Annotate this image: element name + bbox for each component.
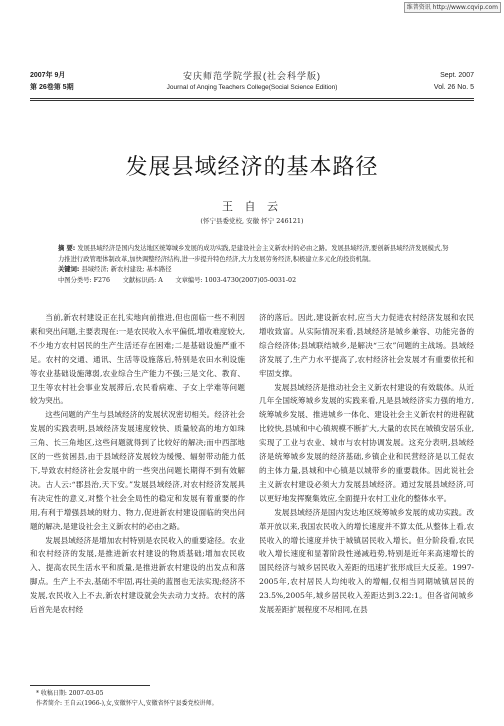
watermark-stamp: 维普资讯 http://www.cqvip.com <box>404 2 501 13</box>
abstract-text: 发展县域经济是国内发达地区统筹城乡发展的成功实践,是建设社会主义新农村的必由之路。发展县域经济,要创新县域经济发展模式,努力推进行政管理体制改革,加快调整经济结构,进一步提升特色经济,大力发展劳务经济,积极建立多元化的投资机制。 <box>58 245 449 263</box>
author-bio: 作者简介: 王自云(1966-),女,安徽怀宁人,安徽省怀宁县委党校讲师。 <box>36 700 218 707</box>
author-affiliation: (怀宁县委党校, 安徽 怀宁 246121) <box>200 217 304 225</box>
keywords-line <box>58 265 452 276</box>
keywords-label: 关键词: <box>58 266 80 273</box>
body-paragraph: 这些问题的产生与县域经济的发展状况密切相关。经济社会发展的实践表明,县域经济发展速度较快、质量较高的地方如珠三角、长三角地区,这些问题就得到了比较好的解决;而中西部地区的一些贫困县,由于县域经济发展较为缓慢、辐射带动能力低下,导致农村经济社会发展中的一些突出问题长期得不到有效解决。古人云:“郡县治,天下安。”发展县域经济,对农村经济发展具有决定性的意义,对整个社会全局性的稳定和发展有着重要的作用,有利于增强县域的财力、物力,促进新农村建设面临的突出问题的解决,是建设社会主义新农村的必由之路。 <box>30 410 245 531</box>
issue-date-en: Sept. 2007 <box>440 72 474 79</box>
header-rule-bottom <box>30 100 474 101</box>
abstract-block <box>58 244 452 286</box>
header-center <box>30 70 474 94</box>
header-right <box>434 70 474 94</box>
body-column-left <box>30 311 245 617</box>
article-title: 发展县域经济的基本路径 <box>125 155 379 180</box>
body-paragraph: 济的落后。因此,建设新农村,应当大力促进农村经济发展和农民增收致富。从实际情况来看,县域经济是城乡兼容、功能完备的综合经济体;县域联结城乡,是解决“三农”问题的主战场。县域经济发展了,生产力水平提高了,农村经济社会发展才有重要依托和牢固支撑。 <box>259 313 474 378</box>
classification-line: 中图分类号: F276 文献标识码: A 文章编号: 1003-4730(2007)05-0031-02 <box>58 276 297 284</box>
body-paragraph: 当前,新农村建设正在扎实地向前推进,但也面临一些不利因素和突出问题,主要表现在:一是农民收入水平偏低,增收难度较大,不少地方农村居民的生产生活还存在困难;二是基础设施严重不足。农村的交通、通讯、生活等设施落后,特别是农田水利设施等农业基础设施薄弱,农业综合生产能力不强;三是文化、教育、卫生等农村社会事业发展滞后,农民看病难、子女上学难等问题较为突出。 <box>30 313 245 406</box>
footnote <box>36 689 218 709</box>
journal-name-en: Journal of Anqing Teachers College(Social Science Edition) <box>166 84 338 91</box>
body-column-right <box>259 311 474 617</box>
abstract-paragraph <box>58 244 452 265</box>
body-paragraph: 发展县域经济是推动社会主义新农村建设的有效载体。从近几年全国统筹城乡发展的实践来看,凡是县域经济实力强的地方,统筹城乡发展、推进城乡一体化、建设社会主义新农村的进程就比较快,县城和中心镇规模不断扩大,大量的农民在城镇安居乐业,实现了工业与农业、城市与农村协调发展。这充分表明,县域经济是统筹城乡发展的经济基础,乡镇企业和民营经济是以工促农的主体力量,县城和中心镇是以城带乡的重要载体。因此说社会主义新农村建设必须大力发展县域经济。通过发展县域经济,可以更好地发挥聚集效应,全面提升农村工业化的整体水平。 <box>259 382 474 503</box>
journal-header <box>30 70 474 100</box>
header-rule-top <box>30 98 474 99</box>
abstract-label: 摘 要: <box>58 245 76 252</box>
received-date: * 收稿日期: 2007-03-05 <box>36 690 104 697</box>
issue-volume-en: Vol. 26 No. 5 <box>433 84 474 91</box>
article-author: 王 自 云 <box>222 200 282 213</box>
body-paragraph: 发展县域经济是增加农村特别是农民收入的重要途径。农业和农村经济的发展,是推进新农村建设的物质基础;增加农民收入、提高农民生活水平和质量,是推进新农村建设的出发点和落脚点。生产上不去,基础不牢固,再壮美的蓝图也无法实现;经济不发展,农民收入上不去,新农村建设就会失去动力支持。农村的落后首先是农村经 <box>30 535 245 615</box>
issue-date: 2007年 9月 <box>30 72 66 79</box>
footnote-rule <box>30 685 150 686</box>
issue-volume: 第 26卷第 5期 <box>30 84 74 91</box>
body-paragraph: 发展县域经济是国内发达地区统筹城乡发展的成功实践。改革开放以来,我国农民收入的增长速度并不算太低,从整体上看,农民收入的增长速度并快于城镇居民收入增长。但分阶段看,农民收入增长速度和显著阶段性递减趋势,特别是近年来高速增长的国民经济与城乡居民收入差距的迅速扩张形成巨大反差。1997-2005年,农村居民人均纯收入的增幅,仅相当同期城镇居民的23.5%,2005年,城乡居民收入差距达到3.22:1。但各省间城乡发展差距扩展程度不尽相同,在县 <box>259 507 474 615</box>
journal-name-zh: 安庆师范学院学报(社会科学版) <box>183 71 321 81</box>
keywords-text: 县域经济; 新农村建设; 基本路径 <box>81 266 172 273</box>
